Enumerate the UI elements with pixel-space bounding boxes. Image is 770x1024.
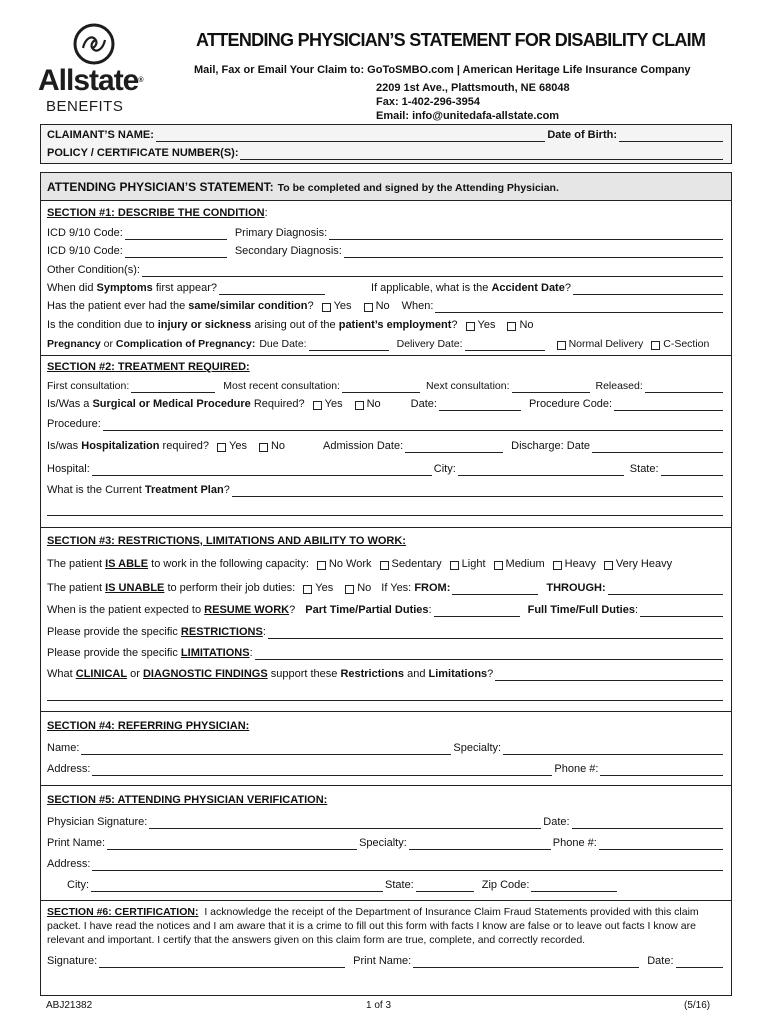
text: and xyxy=(407,668,426,680)
clinical-row-2 xyxy=(47,690,725,701)
hospitalization-row xyxy=(47,440,725,453)
text: Has the patient ever had the xyxy=(47,300,186,312)
divider xyxy=(41,527,731,528)
first-consultation-field[interactable] xyxy=(131,382,215,393)
full-time-field[interactable] xyxy=(640,606,723,617)
text: What xyxy=(47,668,73,680)
logo-sub: BENEFITS xyxy=(46,98,124,115)
next-consultation-field[interactable] xyxy=(512,382,590,393)
certification-text xyxy=(47,905,725,947)
text: ? xyxy=(487,668,494,680)
able-row xyxy=(47,558,725,571)
delivery-date-field[interactable] xyxy=(465,340,545,351)
text: Date: xyxy=(410,398,437,410)
hosp-no-checkbox[interactable] xyxy=(259,443,268,452)
text: Zip Code: xyxy=(481,879,530,891)
text: Discharge: Date xyxy=(511,440,591,452)
text: Please provide the specific xyxy=(47,626,178,638)
text: Next consultation: xyxy=(426,380,510,392)
referring-specialty-field[interactable] xyxy=(503,744,723,755)
divider xyxy=(41,355,731,356)
unable-row xyxy=(47,582,725,595)
procedure-code-field[interactable] xyxy=(614,400,723,411)
unable-yes-checkbox[interactable] xyxy=(303,585,312,594)
text: Symptoms xyxy=(96,282,153,294)
treatment-plan-field[interactable] xyxy=(232,486,723,497)
icd2-label: ICD 9/10 Code: xyxy=(47,245,123,257)
icd-primary-row xyxy=(47,227,725,240)
surgery-yes-checkbox[interactable] xyxy=(313,401,322,410)
recent-consultation-field[interactable] xyxy=(342,382,420,393)
symptoms-date-field[interactable] xyxy=(219,284,325,295)
primary-diagnosis-label: Primary Diagnosis: xyxy=(234,227,328,239)
text: Restrictions xyxy=(340,668,405,680)
text: City: xyxy=(67,879,89,891)
other-conditions-row xyxy=(47,264,725,277)
no-work-checkbox[interactable] xyxy=(317,561,326,570)
text: The patient xyxy=(47,582,103,594)
secondary-diagnosis-field[interactable] xyxy=(344,247,723,258)
text: LIMITATIONS xyxy=(180,647,250,659)
claimant-name-label: CLAIMANT’S NAME: xyxy=(47,129,154,141)
mail-line: Mail, Fax or Email Your Claim to: GoToSMBO.com | American Heritage Life Insurance Company xyxy=(194,64,691,76)
text: arising out of the xyxy=(254,319,336,331)
logo-brand: Allstate® xyxy=(38,64,143,97)
divider xyxy=(41,785,731,786)
aps-subtitle: To be completed and signed by the Attending Physician. xyxy=(277,182,559,194)
section2-header xyxy=(47,361,725,374)
text: Light xyxy=(461,558,486,570)
same-yes-checkbox[interactable] xyxy=(322,303,331,312)
admission-date-field[interactable] xyxy=(405,442,503,453)
text: RESUME WORK xyxy=(204,604,290,616)
text: Date: xyxy=(543,816,570,828)
section5-header xyxy=(47,794,725,807)
text: Admission Date: xyxy=(323,440,404,452)
text: THROUGH: xyxy=(546,582,606,594)
text: When did xyxy=(47,282,94,294)
section4-header xyxy=(47,720,725,733)
employment-yes-checkbox[interactable] xyxy=(466,322,475,331)
colon: : xyxy=(264,207,268,219)
policy-label: POLICY / CERTIFICATE NUMBER(S): xyxy=(47,147,239,159)
referring-address-row xyxy=(47,763,725,776)
allstate-benefits-logo xyxy=(34,22,164,114)
procedure-field[interactable] xyxy=(103,420,723,431)
physician-zip-field[interactable] xyxy=(531,881,617,892)
text: When: xyxy=(401,300,434,312)
company-fax: Fax: 1-402-296-3954 xyxy=(376,96,480,108)
text: No xyxy=(519,319,534,331)
clinical-field-2[interactable] xyxy=(47,690,723,701)
same-condition-row xyxy=(47,300,725,313)
icd1-field[interactable] xyxy=(125,229,227,240)
section4-title: SECTION #4: REFERRING PHYSICIAN: xyxy=(47,720,250,732)
resume-row xyxy=(47,604,725,617)
text: No xyxy=(357,582,372,594)
form-code: ABJ21382 xyxy=(46,1000,93,1011)
text: Address: xyxy=(47,763,91,775)
text: Most recent consultation: xyxy=(223,380,341,392)
text: Procedure Code: xyxy=(528,398,613,410)
due-date-field[interactable] xyxy=(309,340,389,351)
physician-date-field[interactable] xyxy=(572,818,723,829)
text: City: xyxy=(433,463,456,475)
text: Signature: xyxy=(47,955,98,967)
section1-header xyxy=(47,207,725,220)
physician-print-field[interactable] xyxy=(107,839,357,850)
referring-name-field[interactable] xyxy=(81,744,451,755)
text: If Yes: xyxy=(381,582,412,594)
good-hands-icon xyxy=(72,22,116,66)
unable-through-field[interactable] xyxy=(608,584,723,595)
sedentary-checkbox[interactable] xyxy=(380,561,389,570)
text: IS ABLE xyxy=(105,558,149,570)
physician-phone-field[interactable] xyxy=(599,839,723,850)
medium-checkbox[interactable] xyxy=(494,561,503,570)
text: FROM: xyxy=(414,582,451,594)
form-title: ATTENDING PHYSICIAN’S STATEMENT FOR DISABILITY CLAIM xyxy=(196,30,706,50)
text: same/similar condition xyxy=(188,300,308,312)
text: ? xyxy=(289,604,296,616)
other-conditions-label: Other Condition(s): xyxy=(47,264,140,276)
text: State: xyxy=(385,879,414,891)
cert-date-field[interactable] xyxy=(676,957,723,968)
text: Delivery Date: xyxy=(396,338,463,350)
employment-no-checkbox[interactable] xyxy=(507,322,516,331)
text: Normal Delivery xyxy=(568,338,644,350)
physician-specialty-field[interactable] xyxy=(409,839,551,850)
text: Heavy xyxy=(564,558,596,570)
same-no-checkbox[interactable] xyxy=(364,303,373,312)
text: Specialty: xyxy=(359,837,407,849)
text: to work in the following capacity: xyxy=(151,558,309,570)
revision-date: (5/16) xyxy=(684,1000,711,1011)
icd-secondary-row xyxy=(47,245,725,258)
text: Yes xyxy=(333,300,352,312)
policy-field[interactable] xyxy=(240,149,723,160)
claimant-name-field[interactable] xyxy=(156,131,545,142)
text: patient’s employment xyxy=(338,319,452,331)
treatment-plan-field-2[interactable] xyxy=(47,505,723,516)
text: Yes xyxy=(315,582,334,594)
text: Full Time/Full Duties xyxy=(527,604,635,616)
text: Treatment Plan xyxy=(144,484,224,496)
csection-checkbox[interactable] xyxy=(651,341,660,350)
pregnancy-row xyxy=(47,338,725,351)
text: C-Section xyxy=(663,338,710,350)
text: Procedure: xyxy=(47,418,101,430)
policy-row xyxy=(47,147,725,160)
icd1-label: ICD 9/10 Code: xyxy=(47,227,123,239)
text: No xyxy=(366,398,381,410)
main-form-box xyxy=(40,172,732,996)
physician-signature-field[interactable] xyxy=(149,818,541,829)
physician-address-field[interactable] xyxy=(92,860,723,871)
referring-address-field[interactable] xyxy=(92,765,552,776)
light-checkbox[interactable] xyxy=(450,561,459,570)
text: The patient xyxy=(47,558,103,570)
text: Hospital: xyxy=(47,463,90,475)
text: If applicable, what is the xyxy=(371,282,489,294)
text: Print Name: xyxy=(353,955,412,967)
text: : xyxy=(249,647,253,659)
dob-label: Date of Birth: xyxy=(547,129,617,141)
normal-delivery-checkbox[interactable] xyxy=(557,341,566,350)
injury-row xyxy=(47,319,725,332)
text: What is the Current xyxy=(47,484,142,496)
text: Yes xyxy=(477,319,496,331)
released-field[interactable] xyxy=(645,382,723,393)
text: Part Time/Partial Duties xyxy=(305,604,429,616)
text: Hospitalization xyxy=(81,440,160,452)
text: Yes xyxy=(229,440,247,452)
text: ? xyxy=(451,319,458,331)
text: Very Heavy xyxy=(615,558,673,570)
claimant-name-row xyxy=(47,129,725,142)
other-conditions-field[interactable] xyxy=(142,266,723,277)
text: : xyxy=(428,604,432,616)
aps-header xyxy=(41,173,731,201)
referring-name-row xyxy=(47,742,725,755)
text: No xyxy=(270,440,286,452)
text: Is/was xyxy=(47,440,79,452)
text: DIAGNOSTIC FINDINGS xyxy=(142,668,268,680)
limitations-row xyxy=(47,647,725,660)
text: : xyxy=(262,626,266,638)
text: CLINICAL xyxy=(75,668,128,680)
secondary-diagnosis-label: Secondary Diagnosis: xyxy=(234,245,342,257)
text: Complication of Pregnancy: xyxy=(115,338,256,350)
certification-sig-row xyxy=(47,955,725,968)
text: Accident Date xyxy=(491,282,565,294)
text: Surgical or Medical Procedure xyxy=(92,398,251,410)
text: No Work xyxy=(328,558,372,570)
text: Phone #: xyxy=(552,837,597,849)
hospital-state-field[interactable] xyxy=(661,465,723,476)
referring-phone-field[interactable] xyxy=(600,765,723,776)
physician-city-row xyxy=(67,879,725,892)
section2-title: SECTION #2: TREATMENT REQUIRED: xyxy=(47,361,250,373)
cert-signature-field[interactable] xyxy=(99,957,345,968)
section6-title: SECTION #6: CERTIFICATION: xyxy=(47,906,199,918)
text: required? xyxy=(162,440,210,452)
treatment-plan-row-2 xyxy=(47,505,725,516)
certification-body: I acknowledge the receipt of the Department of Insurance Claim Fraud Statements provided with this claim packet. I have read the notices and I am aware that it is a crime to fill out this form with facts I know are false or to leave out facts I know are relevant and important. I certify that the answers given on this claim form are true, complete, and correctly recorded. xyxy=(47,906,699,946)
text: Due Date: xyxy=(259,338,307,350)
restrictions-field[interactable] xyxy=(268,628,723,639)
text: Yes xyxy=(324,398,343,410)
physician-address-row xyxy=(47,858,725,871)
heavy-checkbox[interactable] xyxy=(553,561,562,570)
physician-sig-row xyxy=(47,816,725,829)
hospital-row xyxy=(47,463,725,476)
hosp-yes-checkbox[interactable] xyxy=(217,443,226,452)
text: Date: xyxy=(647,955,674,967)
physician-city-field[interactable] xyxy=(91,881,383,892)
section5-title: SECTION #5: ATTENDING PHYSICIAN VERIFICATION: xyxy=(47,794,328,806)
text: IS UNABLE xyxy=(105,582,165,594)
text: first appear? xyxy=(155,282,218,294)
accident-date-field[interactable] xyxy=(573,284,723,295)
surgery-no-checkbox[interactable] xyxy=(355,401,364,410)
text: ? xyxy=(564,282,571,294)
text: Print Name: xyxy=(47,837,106,849)
unable-no-checkbox[interactable] xyxy=(345,585,354,594)
text: ? xyxy=(307,300,314,312)
claimant-box xyxy=(40,124,732,164)
divider xyxy=(41,711,731,712)
section3-header xyxy=(47,535,725,548)
icd2-field[interactable] xyxy=(125,247,227,258)
text: or xyxy=(130,668,140,680)
discharge-date-field[interactable] xyxy=(592,442,723,453)
hospital-field[interactable] xyxy=(92,465,432,476)
consultation-row xyxy=(47,380,725,393)
physician-print-row xyxy=(47,837,725,850)
section1-title: SECTION #1: DESCRIBE THE CONDITION xyxy=(47,207,265,219)
company-email: Email: info@unitedafa-allstate.com xyxy=(376,110,560,122)
text: or xyxy=(103,338,113,350)
text: No xyxy=(375,300,390,312)
text: Is the condition due to xyxy=(47,319,155,331)
text: Phone #: xyxy=(554,763,599,775)
limitations-field[interactable] xyxy=(255,649,723,660)
text: Physician Signature: xyxy=(47,816,148,828)
dob-field[interactable] xyxy=(619,131,723,142)
page-number: 1 of 3 xyxy=(366,1000,392,1011)
text: Released: xyxy=(595,380,643,392)
procedure-row xyxy=(47,418,725,431)
same-when-field[interactable] xyxy=(435,302,723,313)
text: First consultation: xyxy=(47,380,130,392)
hospital-city-field[interactable] xyxy=(458,465,624,476)
unable-from-field[interactable] xyxy=(452,584,538,595)
company-address: 2209 1st Ave., Plattsmouth, NE 68048 xyxy=(376,82,570,94)
text: Is/Was a xyxy=(47,398,90,410)
very-heavy-checkbox[interactable] xyxy=(604,561,613,570)
text: Pregnancy xyxy=(47,338,101,350)
text: ? xyxy=(223,484,230,496)
treatment-plan-row xyxy=(47,484,725,497)
text: Medium xyxy=(505,558,545,570)
clinical-row xyxy=(47,668,725,681)
text: Required? xyxy=(253,398,305,410)
text: Name: xyxy=(47,742,80,754)
surgery-date-field[interactable] xyxy=(439,400,521,411)
text: Sedentary xyxy=(391,558,442,570)
text: injury or sickness xyxy=(157,319,252,331)
clinical-field[interactable] xyxy=(495,670,723,681)
part-time-field[interactable] xyxy=(434,606,520,617)
text: State: xyxy=(629,463,659,475)
divider xyxy=(41,900,731,901)
text: Please provide the specific xyxy=(47,647,178,659)
text: RESTRICTIONS xyxy=(180,626,263,638)
cert-print-field[interactable] xyxy=(413,957,639,968)
text: support these xyxy=(270,668,338,680)
text: to perform their job duties: xyxy=(167,582,296,594)
text: Specialty: xyxy=(453,742,502,754)
text: Limitations xyxy=(428,668,488,680)
text: When is the patient expected to xyxy=(47,604,202,616)
section3-title: SECTION #3: RESTRICTIONS, LIMITATIONS AND ABILITY TO WORK: xyxy=(47,535,406,547)
aps-title: ATTENDING PHYSICIAN’S STATEMENT: xyxy=(47,180,274,194)
text: Address: xyxy=(47,858,91,870)
surgery-row xyxy=(47,398,725,411)
physician-state-field[interactable] xyxy=(416,881,474,892)
restrictions-row xyxy=(47,626,725,639)
text: : xyxy=(634,604,639,616)
primary-diagnosis-field[interactable] xyxy=(329,229,723,240)
symptoms-row xyxy=(47,282,725,295)
